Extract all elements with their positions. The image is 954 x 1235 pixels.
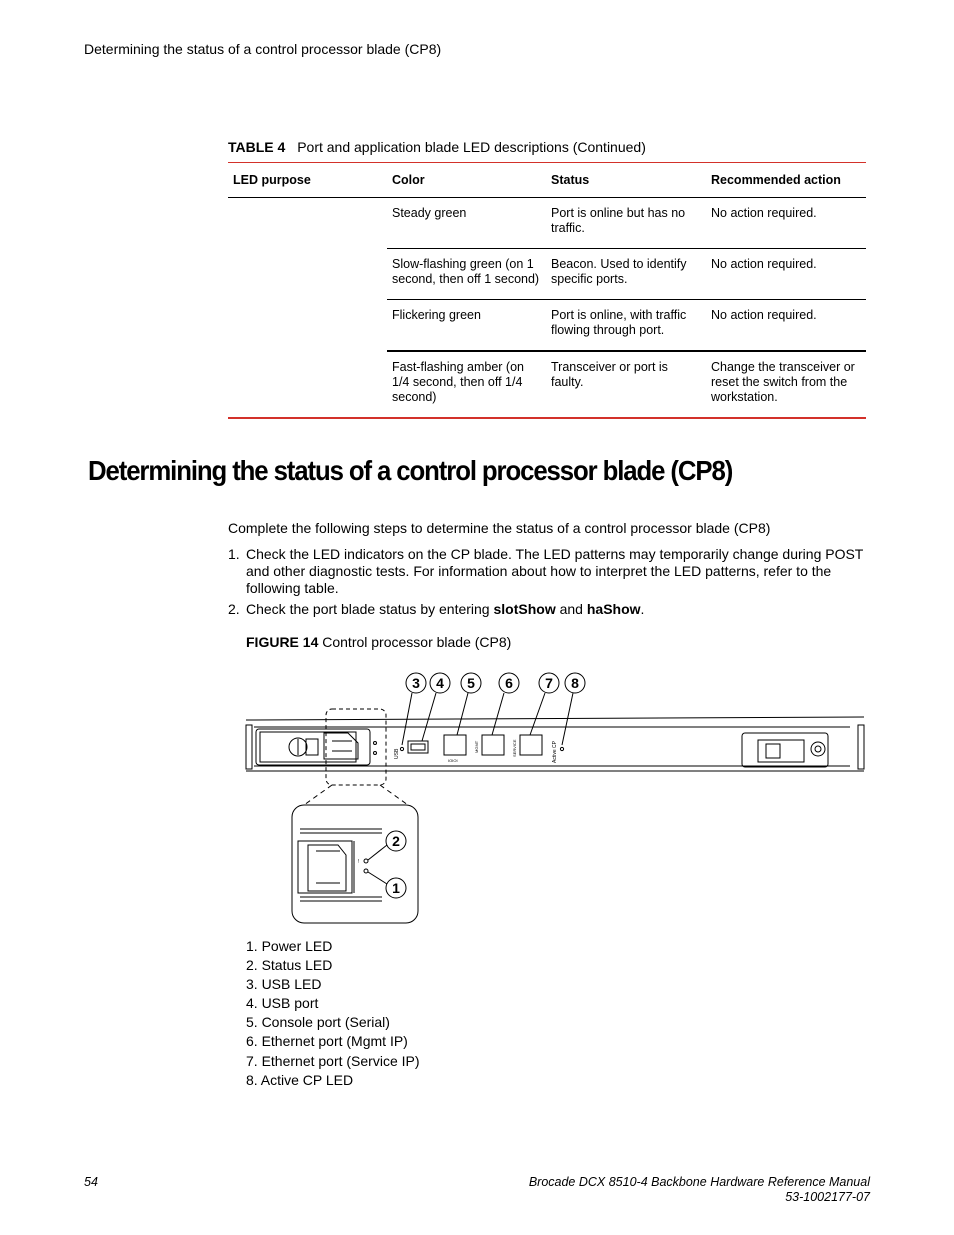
callout-2: 2 — [392, 833, 400, 849]
procedure-steps — [228, 546, 868, 622]
cell-action: No action required. — [706, 249, 866, 300]
table-header-row — [228, 163, 866, 198]
callout-3: 3 — [412, 675, 420, 691]
cell-status: Transceiver or port is faulty. — [546, 351, 706, 418]
cell-status: Port is online but has no traffic. — [546, 198, 706, 249]
section-heading: Determining the status of a control processor blade (CP8) — [88, 455, 733, 486]
command-hashow: haShow — [586, 601, 641, 617]
cell-color: Steady green — [387, 198, 546, 249]
step-item — [228, 546, 868, 597]
callout-4: 4 — [436, 675, 444, 691]
column-header: Status — [546, 163, 706, 198]
cell-color: Fast-flashing amber (on 1/4 second, then off 1/4 second) — [387, 351, 546, 418]
table-row — [228, 351, 866, 418]
step-text: . — [640, 601, 645, 617]
cell-color: Slow-flashing green (on 1 second, then off 1 second) — [387, 249, 546, 300]
cp8-blade-figure — [240, 665, 870, 932]
table-row — [228, 249, 866, 300]
cell-color: Flickering green — [387, 300, 546, 352]
cell-purpose — [228, 351, 387, 418]
step-item — [228, 601, 868, 618]
doc-number: 53-1002177-07 — [785, 1190, 870, 1204]
led-description-table — [228, 162, 866, 419]
svg-text:!: ! — [358, 859, 360, 865]
table-caption — [228, 139, 646, 155]
table-row — [228, 198, 866, 249]
svg-text:USB: USB — [394, 748, 400, 759]
zoom-inset — [292, 805, 418, 923]
legend-item: 6. Ethernet port (Mgmt IP) — [246, 1033, 408, 1050]
column-header: LED purpose — [228, 163, 387, 198]
cell-action: No action required. — [706, 300, 866, 352]
legend-item: 3. USB LED — [246, 976, 322, 993]
legend-item: 8. Active CP LED — [246, 1071, 354, 1088]
command-slotshow: slotShow — [493, 601, 556, 617]
svg-text:MGMT: MGMT — [474, 740, 479, 753]
step-text: Check the LED indicators on the CP blade. The LED patterns may temporarily change during POST and other diagnostic tests. For information about how to interpret the LED patterns, refer to the following table. — [246, 546, 864, 596]
legend-item: 5. Console port (Serial) — [246, 1014, 390, 1031]
cell-purpose — [228, 198, 387, 249]
blade-body — [246, 709, 864, 785]
cell-status: Beacon. Used to identify specific ports. — [546, 249, 706, 300]
figure-title: Control processor blade (CP8) — [322, 634, 512, 650]
figure-label: FIGURE 14 — [246, 634, 319, 650]
column-header: Color — [387, 163, 546, 198]
figure-legend — [246, 937, 420, 1090]
legend-item: 4. USB port — [246, 995, 319, 1012]
column-header: Recommended action — [706, 163, 866, 198]
cell-action: Change the transceiver or reset the switch from the workstation. — [706, 351, 866, 418]
step-text: Check the port blade status by entering — [246, 601, 494, 617]
legend-item: 2. Status LED — [246, 957, 333, 974]
table-title: Port and application blade LED descriptions (Continued) — [297, 139, 646, 155]
callout-7: 7 — [545, 675, 553, 691]
cell-action: No action required. — [706, 198, 866, 249]
manual-title: Brocade DCX 8510-4 Backbone Hardware Reference Manual — [528, 1175, 870, 1189]
svg-text:SERVICE: SERVICE — [512, 739, 517, 757]
cell-purpose — [228, 249, 387, 300]
legend-item: 1. Power LED — [246, 938, 333, 954]
callout-5: 5 — [467, 675, 475, 691]
callout-6: 6 — [505, 675, 513, 691]
callout-1: 1 — [392, 880, 400, 896]
footer-manual-info — [529, 1175, 870, 1205]
callout-8: 8 — [571, 675, 579, 691]
step-text: and — [555, 601, 587, 617]
table-row — [228, 300, 866, 352]
svg-text:IOIOI: IOIOI — [448, 758, 458, 763]
svg-text:Active CP: Active CP — [552, 741, 558, 763]
step-number: 1. — [228, 546, 240, 562]
cell-status: Port is online, with traffic flowing through port. — [546, 300, 706, 352]
running-header: Determining the status of a control processor blade (CP8) — [84, 41, 442, 57]
cp8-blade-drawing — [240, 665, 870, 927]
intro-paragraph: Complete the following steps to determine the status of a control processor blade (CP8) — [228, 520, 771, 536]
legend-item: 7. Ethernet port (Service IP) — [246, 1052, 420, 1069]
callout-markers-top — [406, 673, 585, 693]
page-number: 54 — [84, 1175, 98, 1189]
step-number: 2. — [228, 601, 240, 617]
cell-purpose — [228, 300, 387, 352]
table-label: TABLE 4 — [228, 139, 286, 155]
figure-caption — [246, 634, 511, 650]
